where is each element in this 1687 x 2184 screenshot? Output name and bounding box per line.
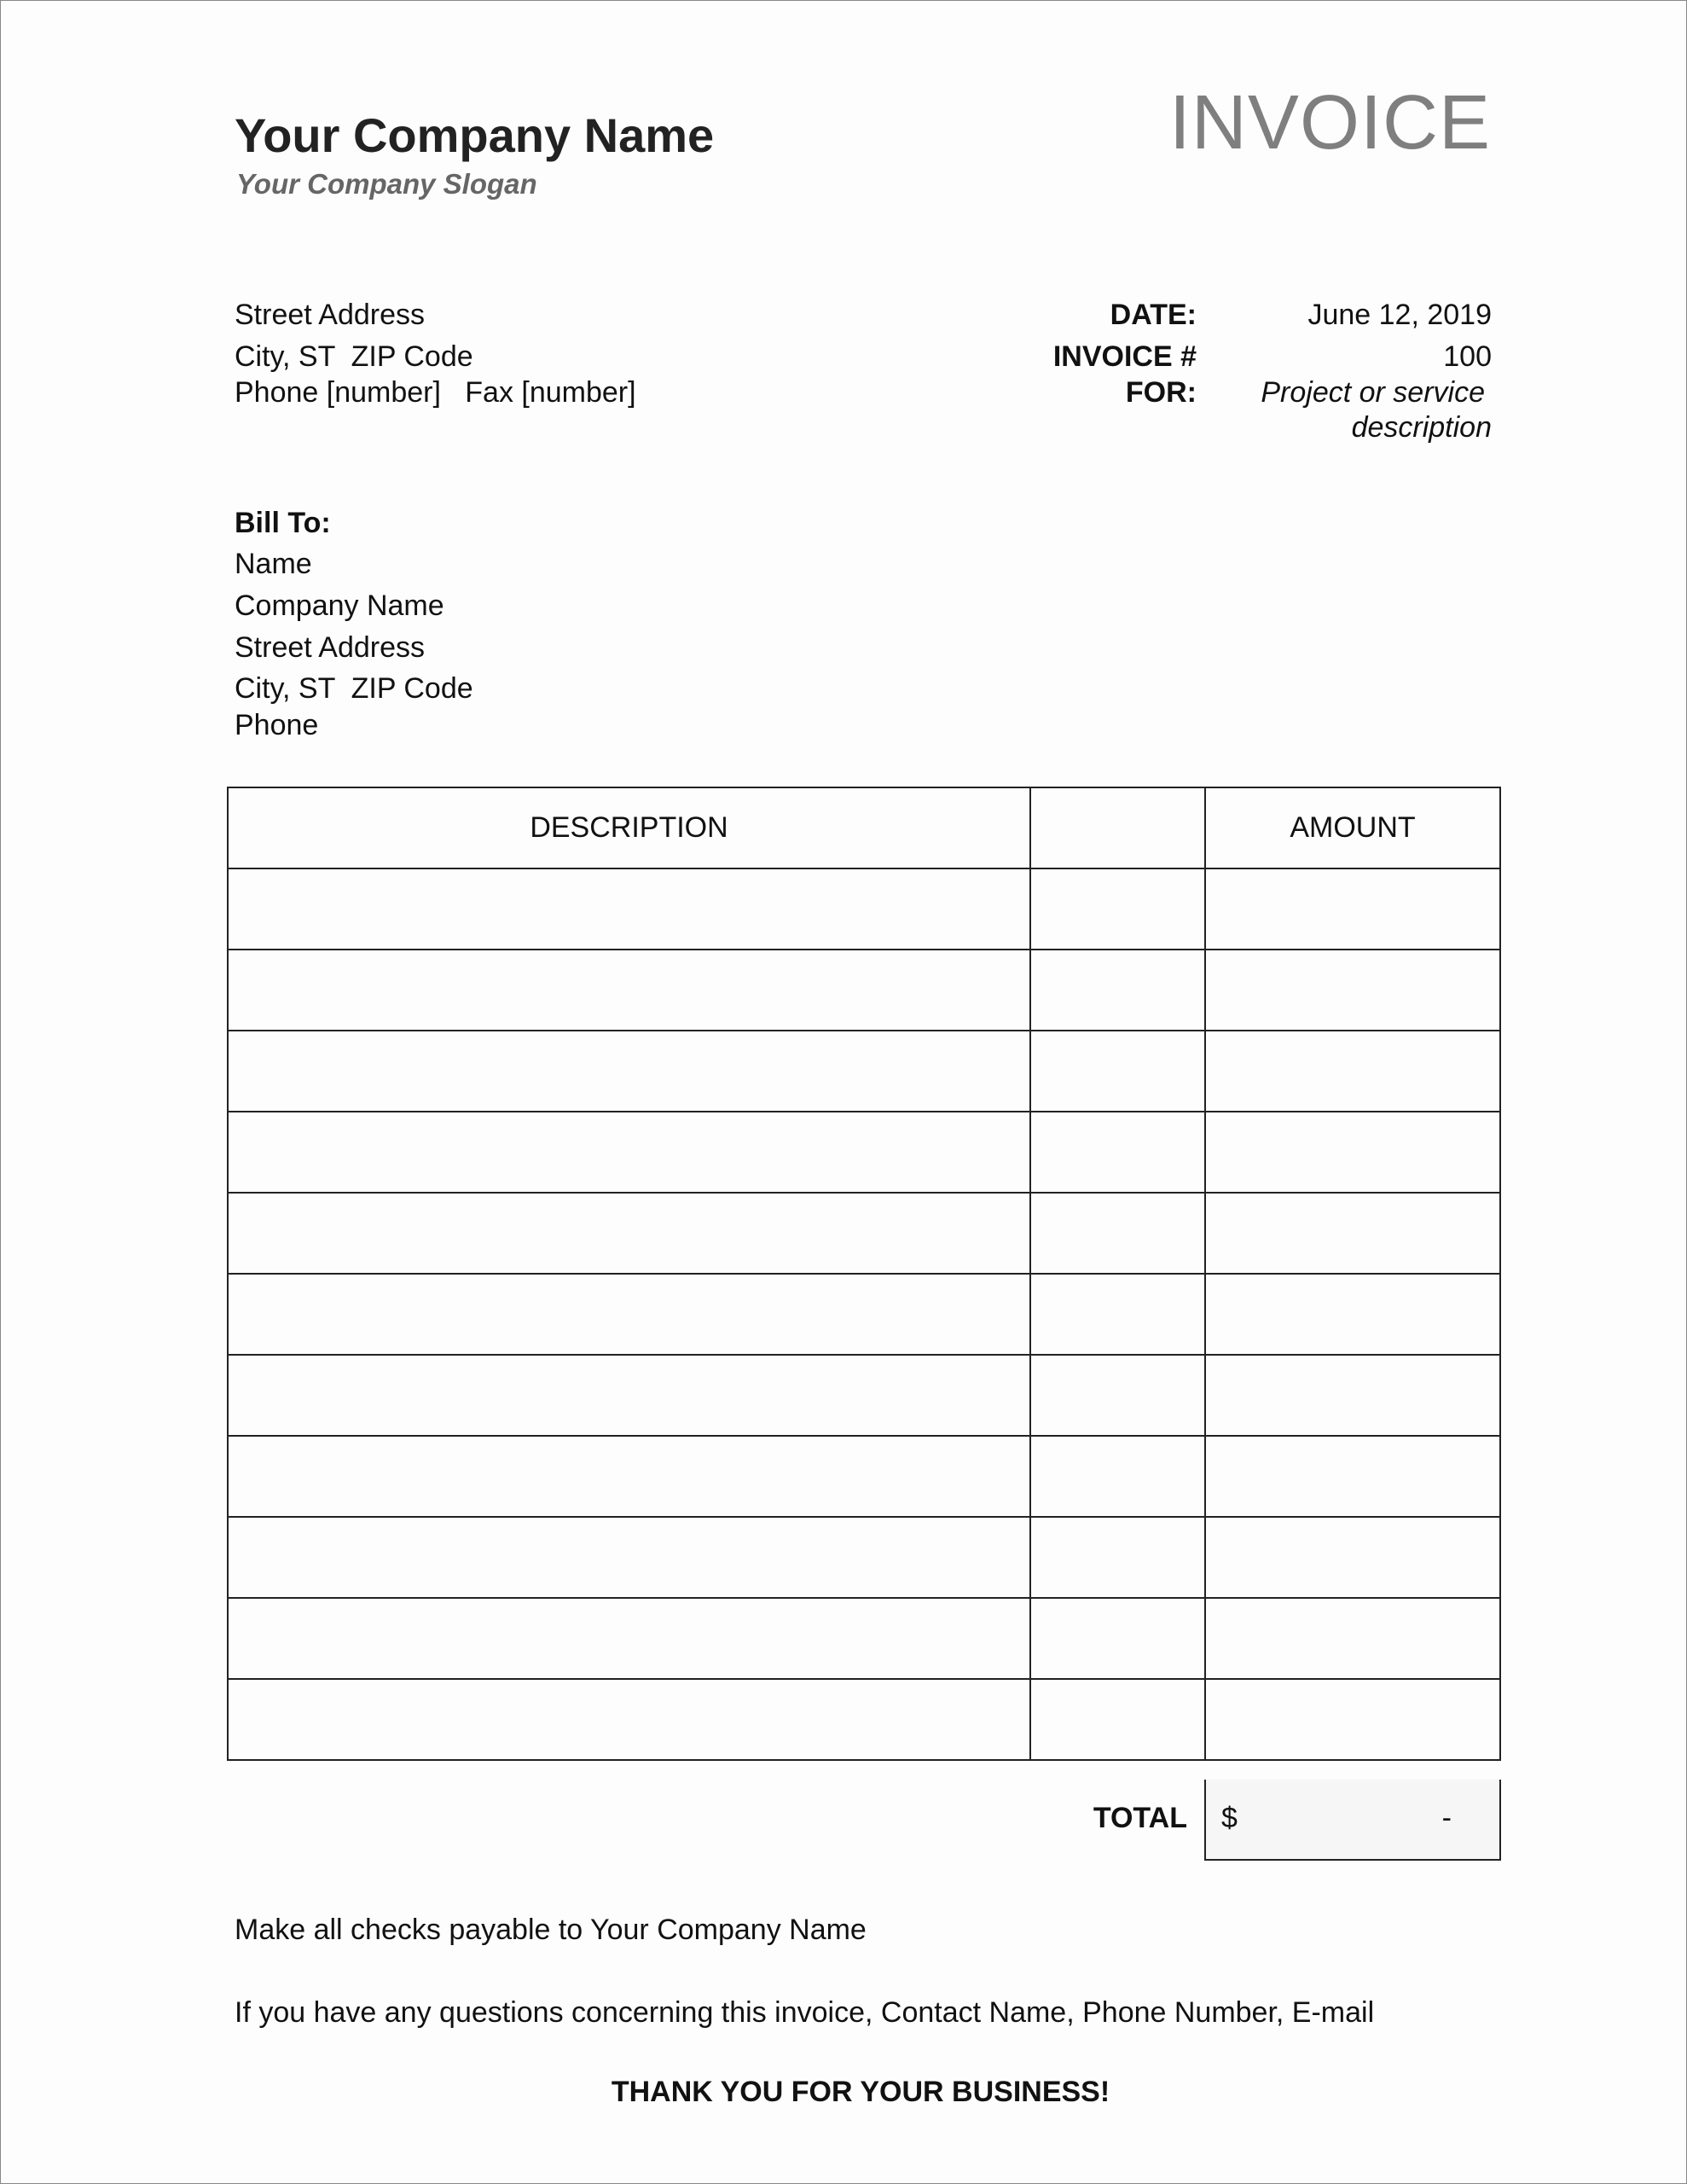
description-cell[interactable] bbox=[228, 1112, 1030, 1193]
middle-cell[interactable] bbox=[1030, 1031, 1205, 1112]
description-cell[interactable] bbox=[228, 1436, 1030, 1517]
description-cell[interactable] bbox=[228, 1679, 1030, 1760]
table-row bbox=[228, 1517, 1500, 1598]
amount-cell[interactable] bbox=[1205, 1517, 1500, 1598]
sender-city: City, ST ZIP Code bbox=[235, 340, 473, 373]
for-value-line1: Project or service bbox=[1261, 376, 1485, 409]
invoice-title: INVOICE bbox=[1168, 80, 1491, 166]
amount-cell[interactable] bbox=[1205, 1193, 1500, 1274]
amount-cell[interactable] bbox=[1205, 1598, 1500, 1679]
total-currency: $ bbox=[1221, 1802, 1238, 1834]
description-cell[interactable] bbox=[228, 950, 1030, 1031]
invoice-number-label: INVOICE # bbox=[1052, 340, 1197, 373]
middle-cell[interactable] bbox=[1030, 1355, 1205, 1436]
total-amount: - bbox=[1441, 1802, 1452, 1834]
table-row bbox=[228, 1355, 1500, 1436]
bill-to-heading: Bill To: bbox=[235, 507, 331, 539]
line-items-table bbox=[227, 787, 1501, 1761]
table-row bbox=[228, 1598, 1500, 1679]
total-amount-box[interactable] bbox=[1204, 1780, 1501, 1861]
thank-you-message: THANK YOU FOR YOUR BUSINESS! bbox=[611, 2076, 1110, 2108]
middle-cell[interactable] bbox=[1030, 1598, 1205, 1679]
column-header-amount: AMOUNT bbox=[1205, 787, 1500, 868]
bill-to-phone: Phone bbox=[235, 709, 319, 741]
date-label: DATE: bbox=[1110, 299, 1197, 331]
for-value-line2: description bbox=[1351, 411, 1492, 444]
description-cell[interactable] bbox=[228, 1355, 1030, 1436]
middle-cell[interactable] bbox=[1030, 950, 1205, 1031]
bill-to-street: Street Address bbox=[235, 631, 426, 664]
table-header-row bbox=[228, 787, 1500, 868]
table-row bbox=[228, 1031, 1500, 1112]
table-row bbox=[228, 1193, 1500, 1274]
middle-cell[interactable] bbox=[1030, 1274, 1205, 1355]
for-label: FOR: bbox=[1125, 376, 1197, 409]
column-header-description: DESCRIPTION bbox=[228, 787, 1030, 868]
bill-to-company: Company Name bbox=[235, 590, 444, 622]
middle-cell[interactable] bbox=[1030, 1679, 1205, 1760]
column-header-blank bbox=[1030, 787, 1205, 868]
table-row bbox=[228, 868, 1500, 950]
total-label: TOTAL bbox=[1093, 1802, 1187, 1834]
table-row bbox=[228, 1274, 1500, 1355]
description-cell[interactable] bbox=[228, 1031, 1030, 1112]
amount-cell[interactable] bbox=[1205, 1436, 1500, 1517]
company-slogan: Your Company Slogan bbox=[236, 168, 537, 200]
bill-to-city: City, ST ZIP Code bbox=[235, 672, 473, 705]
sender-street: Street Address bbox=[235, 299, 426, 331]
middle-cell[interactable] bbox=[1030, 1436, 1205, 1517]
table-row bbox=[228, 1436, 1500, 1517]
description-cell[interactable] bbox=[228, 868, 1030, 950]
description-cell[interactable] bbox=[228, 1598, 1030, 1679]
questions-note: If you have any questions concerning this invoice, Contact Name, Phone Number, E-mail bbox=[235, 1996, 1375, 2029]
amount-cell[interactable] bbox=[1205, 1679, 1500, 1760]
bill-to-name: Name bbox=[235, 548, 312, 580]
table-row bbox=[228, 950, 1500, 1031]
description-cell[interactable] bbox=[228, 1517, 1030, 1598]
description-cell[interactable] bbox=[228, 1193, 1030, 1274]
sender-phone-fax: Phone [number] Fax [number] bbox=[235, 376, 636, 409]
amount-cell[interactable] bbox=[1205, 1031, 1500, 1112]
middle-cell[interactable] bbox=[1030, 868, 1205, 950]
checks-payable-note: Make all checks payable to Your Company Name bbox=[235, 1914, 867, 1946]
table-row bbox=[228, 1112, 1500, 1193]
amount-cell[interactable] bbox=[1205, 868, 1500, 950]
amount-cell[interactable] bbox=[1205, 950, 1500, 1031]
invoice-number-value: 100 bbox=[1443, 340, 1492, 373]
amount-cell[interactable] bbox=[1205, 1274, 1500, 1355]
description-cell[interactable] bbox=[228, 1274, 1030, 1355]
company-name: Your Company Name bbox=[235, 108, 715, 162]
middle-cell[interactable] bbox=[1030, 1112, 1205, 1193]
amount-cell[interactable] bbox=[1205, 1112, 1500, 1193]
date-value: June 12, 2019 bbox=[1307, 299, 1492, 331]
middle-cell[interactable] bbox=[1030, 1517, 1205, 1598]
middle-cell[interactable] bbox=[1030, 1193, 1205, 1274]
amount-cell[interactable] bbox=[1205, 1355, 1500, 1436]
table-row bbox=[228, 1679, 1500, 1760]
